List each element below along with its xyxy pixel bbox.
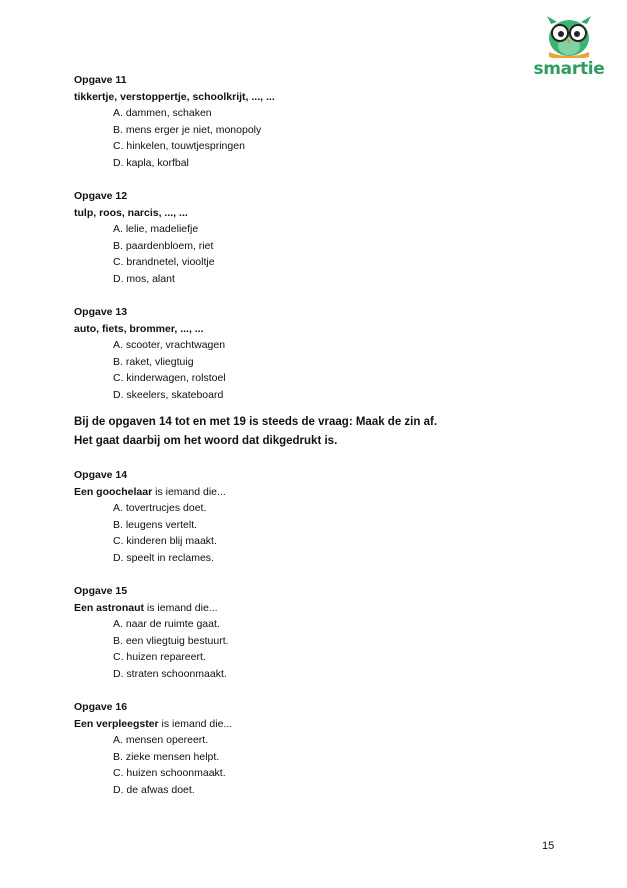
answer-option: B. leugens vertelt. xyxy=(113,518,198,531)
answer-option: D. mos, alant xyxy=(113,272,175,285)
keyword: Een astronaut xyxy=(74,601,145,614)
question-title: Opgave 16 xyxy=(74,701,128,713)
worksheet-content xyxy=(74,72,534,815)
question-11 xyxy=(74,72,534,171)
answer-option: C. huizen repareert. xyxy=(113,651,206,663)
question-12 xyxy=(74,188,534,287)
question-14 xyxy=(74,467,534,566)
keyword: Een verpleegster xyxy=(74,717,159,730)
question-title: Opgave 12 xyxy=(74,190,128,202)
answer-option: D. de afwas doet. xyxy=(113,783,195,796)
answer-option: B. paardenbloem, riet xyxy=(113,239,214,252)
owl-icon xyxy=(539,14,599,58)
question-15 xyxy=(74,583,534,682)
answer-option: A. scooter, vrachtwagen xyxy=(113,339,226,351)
keyword: Een goochelaar xyxy=(74,485,153,498)
page-number: 15 xyxy=(542,840,555,852)
answer-option: D. speelt in reclames. xyxy=(113,551,214,564)
question-prompt: tulp, roos, narcis, ..., ... xyxy=(74,206,188,219)
answer-option: C. huizen schoonmaakt. xyxy=(113,767,226,779)
answer-option: C. hinkelen, touwtjespringen xyxy=(113,140,245,152)
prompt-rest: is iemand die... xyxy=(152,485,226,498)
question-16 xyxy=(74,699,534,798)
logo-text: smartie xyxy=(533,59,605,79)
answer-option: D. straten schoonmaakt. xyxy=(113,667,227,680)
question-prompt xyxy=(74,716,534,733)
question-prompt xyxy=(74,484,534,501)
question-title: Opgave 11 xyxy=(74,74,127,86)
answer-option: A. mensen opereert. xyxy=(113,734,209,746)
instruction-line: Bij de opgaven 14 tot en met 19 is steeds de vraag: Maak de zin af. xyxy=(74,416,438,428)
question-prompt: auto, fiets, brommer, ..., ... xyxy=(74,322,204,335)
answer-option: B. een vliegtuig bestuurt. xyxy=(113,634,229,647)
question-title: Opgave 14 xyxy=(74,469,128,481)
instruction-line: Het gaat daarbij om het woord dat dikgedrukt is. xyxy=(74,434,338,447)
answer-option: B. raket, vliegtuig xyxy=(113,355,194,368)
prompt-rest: is iemand die... xyxy=(158,717,233,730)
answer-option: A. lelie, madeliefje xyxy=(113,223,199,235)
answer-option: A. dammen, schaken xyxy=(113,107,212,119)
question-13 xyxy=(74,304,534,403)
question-prompt: tikkertje, verstoppertje, schoolkrijt, ..., ... xyxy=(74,90,275,103)
question-prompt xyxy=(74,600,534,617)
answer-option: B. mens erger je niet, monopoly xyxy=(113,123,262,136)
answer-option: C. brandnetel, viooltje xyxy=(113,256,215,268)
question-title: Opgave 15 xyxy=(74,585,128,597)
answer-option: C. kinderen blij maakt. xyxy=(113,535,217,547)
instruction-block xyxy=(74,413,534,450)
answer-option: A. tovertrucjes doet. xyxy=(113,502,207,514)
answer-option: B. zieke mensen helpt. xyxy=(113,750,220,763)
smartie-logo xyxy=(532,14,606,86)
answer-option: D. skeelers, skateboard xyxy=(113,388,224,401)
answer-option: A. naar de ruimte gaat. xyxy=(113,618,220,630)
question-title: Opgave 13 xyxy=(74,306,128,318)
prompt-rest: is iemand die... xyxy=(144,601,218,614)
answer-option: C. kinderwagen, rolstoel xyxy=(113,372,226,384)
answer-option: D. kapla, korfbal xyxy=(113,156,189,169)
